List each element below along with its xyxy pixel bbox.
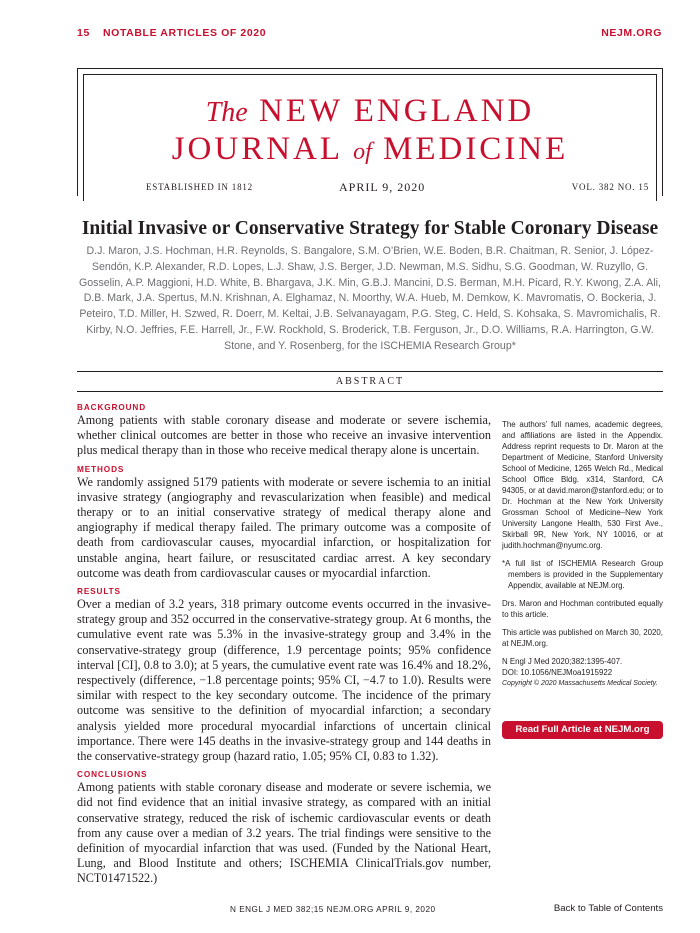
read-full-article-button[interactable]: Read Full Article at NEJM.org: [502, 721, 663, 739]
publication-note: This article was published on March 30, 2020, at NEJM.org.: [502, 628, 663, 648]
page-number: 15: [77, 27, 90, 39]
methods-text: We randomly assigned 5179 patients with moderate or severe ischemia to an initial invasive strategy (angiography and revascularization when feasible) and medical therapy or to an initial conservative strategy of medical therapy alone and angiography if medical therapy failed. The primary outcome was a composite of death from cardiovascular causes, myocardial infarction, or hospitalization for unstable angina, heart failure, or resuscitated cardiac arrest. A key secondary outcome was death from cardiovascular causes or myocardial infarction.: [77, 474, 491, 580]
dateline: [146, 181, 649, 195]
contribution-note: Drs. Maron and Hochman contributed equally to this article.: [502, 599, 663, 619]
conclusions-text: Among patients with stable coronary disease and moderate or severe ischemia, we did not find evidence that an initial invasive strategy, as compared with an initial conservative strategy, reduced the risk of ischemic cardiovascular events or death from any cause over a median of 3.2 years. The trial findings were sensitive to the definition of myocardial infarction that was used. (Funded by the National Heart, Lung, and Blood Institute and others; ISCHEMIA ClinicalTrials.gov number, NCT01471522.): [77, 780, 491, 886]
results-heading: RESULTS: [77, 587, 121, 597]
article-title: Initial Invasive or Conservative Strategy for Stable Coronary Disease: [81, 218, 659, 239]
masthead-the: The: [205, 97, 248, 128]
background-text: Among patients with stable coronary disease and moderate or severe ischemia, whether clinical outcomes are better in those who receive an invasive intervention plus medical therapy than in those who receive medical therapy alone is uncertain.: [77, 413, 491, 458]
masthead-line-2: [84, 131, 656, 168]
back-to-toc-link[interactable]: Back to Table of Contents: [553, 903, 663, 914]
abstract-heading: ABSTRACT: [335, 376, 405, 387]
affiliations-note: The authors’ full names, academic degrees, and affiliations are listed in the Appendix. Address reprint requests to Dr. Maron at the Department of Medicine, Stanford University School of Medicine, 1265 Welch Rd., Medical School Office Bldg. x314, Stanford, CA 94305, or at david.maron@stanford.edu; or to Dr. Hochman at the New York University Grossman School of Medicine–New York University Langone Health, 530 First Ave., Skirball 9R, New York, NY 10016, or at judith.hochman@nyumc.org.: [502, 420, 663, 550]
abstract-rule-bottom: [77, 391, 663, 392]
abstract-body: [77, 403, 491, 893]
masthead-of: of: [353, 139, 372, 165]
masthead: [77, 68, 663, 196]
abstract-rule-top: [77, 371, 663, 372]
background-heading: BACKGROUND: [77, 403, 147, 412]
methods-heading: METHODS: [77, 464, 125, 474]
site-link[interactable]: NEJM.ORG: [601, 27, 662, 39]
running-footer: N ENGL J MED 382;15 NEJM.ORG APRIL 9, 2020: [230, 905, 436, 914]
results-text: Over a median of 3.2 years, 318 primary outcome events occurred in the invasive-strategy group and 352 occurred in the conservative-strategy group. At 6 months, the cumulative event rate was 5.3% in the invasive-strategy group and 3.4% in the conservative-strategy group (difference, 1.9 percentage points; 95% confidence interval [CI], 0.8 to 3.0); at 5 years, the cumulative event rate was 16.4% and 18.2%, respectively (difference, −1.8 percentage points; 95% CI, −4.7 to 1.0). Results were similar with respect to the key secondary outcome. The incidence of the primary outcome was sensitive to the definition of myocardial infarction; a secondary analysis yielded more procedural myocardial infarctions of uncertain clinical importance. There were 145 deaths in the invasive-strategy group and 144 deaths in the conservative-strategy group (hazard ratio, 1.05; 95% CI, 0.83 to 1.32).: [77, 597, 491, 764]
sidebar-notes: [502, 419, 663, 696]
issue-date: APRIL 9, 2020: [339, 180, 426, 194]
masthead-journal: JOURNAL: [171, 131, 342, 167]
citation: N Engl J Med 2020;382:1395-407.: [502, 657, 623, 666]
masthead-new-england: NEW ENGLAND: [258, 93, 535, 129]
page-footer: [0, 903, 700, 917]
masthead-line-1: [84, 93, 656, 130]
group-note: *A full list of ISCHEMIA Research Group members is provided in the Supplementary Appendix, available at NEJM.org.: [502, 559, 663, 590]
conclusions-heading: CONCLUSIONS: [77, 770, 148, 780]
volume-label: VOL. 382 NO. 15: [571, 182, 649, 192]
section-label: NOTABLE ARTICLES OF 2020: [103, 27, 267, 39]
author-list: D.J. Maron, J.S. Hochman, H.R. Reynolds, S. Bangalore, S.M. O’Brien, W.E. Boden, B.R. Chaitman, R. Senior, J. López-Sendón, K.P. Alexander, R.D. Lopes, L.J. Shaw, J.S. Berger, J.D. Newman, M.S. Sidhu, S.G. Goodman, W. Ruzyllo, G. Gosselin, A.P. Maggioni, H.D. White, B. Bhargava, J.K. Min, G.B.J. Mancini, D.S. Berman, M.H. Picard, R.Y. Kwong, Z.A. Ali, D.B. Mark, J.A. Spertus, M.N. Krishnan, A. Elghamaz, N. Moorthy, W.A. Hueb, M. Demkow, K. Mavromatis, O. Bockeria, J. Peteiro, T.D. Miller, H. Szwed, R. Doerr, M. Keltai, J.B. Selvanayagam, P.G. Steg, C. Held, S. Kohsaka, S. Mavromichalis, R. Kirby, N.O. Jeffries, F.E. Harrell, Jr., F.W. Rockhold, S. Broderick, T.B. Ferguson, Jr., D.O. Williams, R.A. Harrington, G.W. Stone, and Y. Rosenberg, for the ISCHEMIA Research Group*: [79, 245, 661, 352]
doi[interactable]: DOI: 10.1056/NEJMoa1915922: [502, 668, 613, 677]
top-bar: [77, 27, 662, 41]
established-label: ESTABLISHED IN 1812: [146, 182, 253, 192]
copyright: Copyright © 2020 Massachusetts Medical Society.: [502, 680, 658, 687]
masthead-medicine: MEDICINE: [382, 131, 569, 167]
